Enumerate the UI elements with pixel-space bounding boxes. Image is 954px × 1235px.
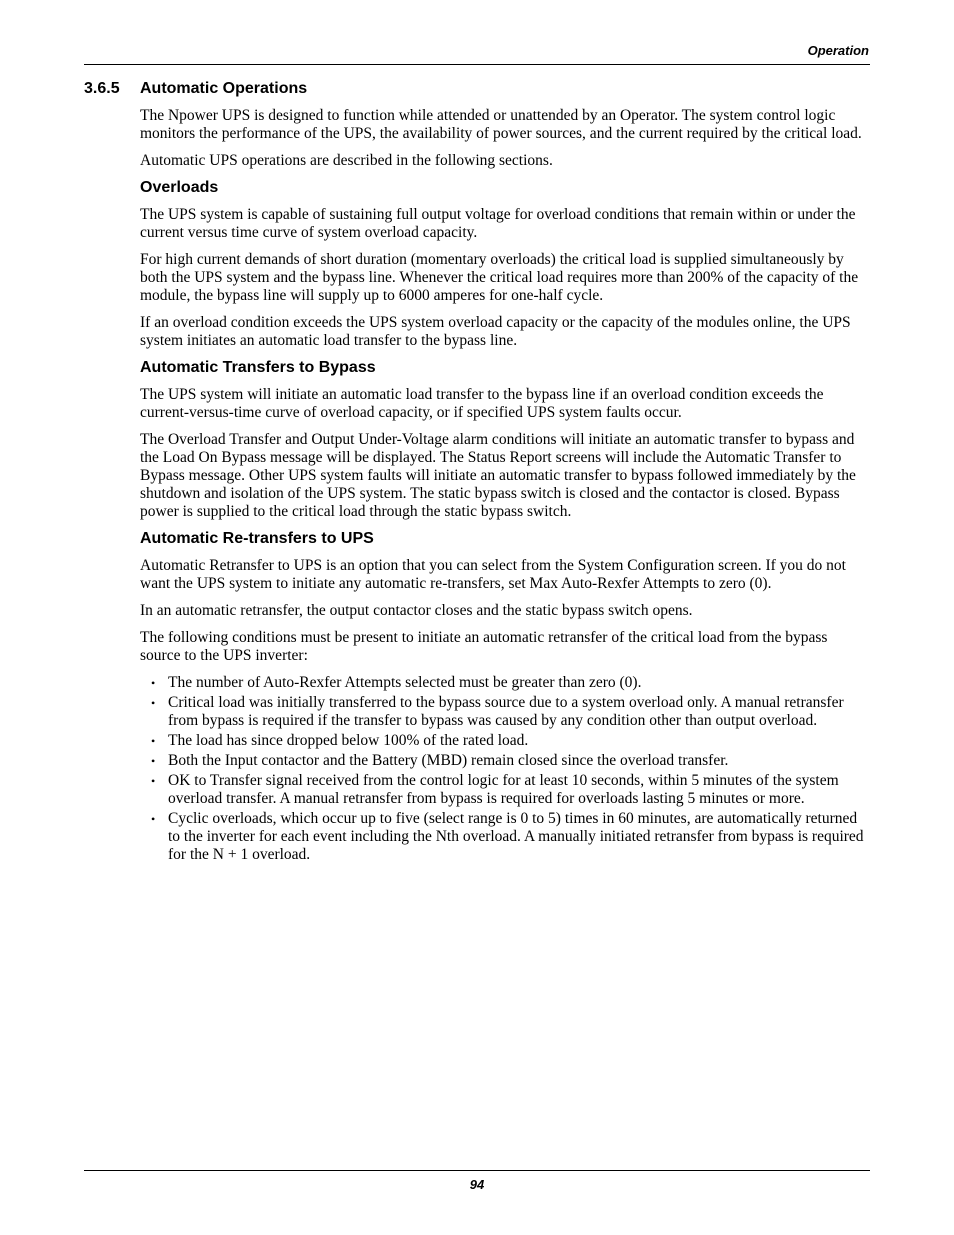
list-item-text: Cyclic overloads, which occur up to five (select range is 0 to 5) times in 60 minutes, are automatically returned to the inverter for each event including the Nth overload. A manually initiated retransfer from bypass is required for the N + 1 overload.: [168, 810, 864, 863]
header-rule: [84, 64, 870, 65]
page-content: [84, 80, 870, 866]
list-item: [140, 732, 870, 750]
list-item-text: Both the Input contactor and the Battery (MBD) remain closed since the overload transfer.: [168, 752, 729, 769]
page-number: 94: [469, 1177, 485, 1192]
list-item-text: The load has since dropped below 100% of the rated load.: [168, 732, 529, 749]
list-item: [140, 674, 870, 692]
list-item-text: OK to Transfer signal received from the control logic for at least 10 seconds, within 5 minutes of the system overload transfer. A manual retransfer from bypass is required for overloads lasting 5 minutes or more.: [168, 772, 839, 807]
list-item: [140, 752, 870, 770]
list-item: [140, 694, 870, 730]
list-item-text: Critical load was initially transferred to the bypass source due to a system overload only. A manual retransfer from bypass is required if the transfer to bypass was caused by any condition other than output overload.: [168, 694, 844, 729]
retransfers-paragraph: In an automatic retransfer, the output contactor closes and the static bypass switch opens.: [140, 602, 693, 619]
conditions-list: [140, 674, 870, 864]
overloads-paragraph: The UPS system is capable of sustaining full output voltage for overload conditions that remain within or under the current versus time curve of system overload capacity.: [140, 206, 856, 241]
intro-paragraph: Automatic UPS operations are described in the following sections.: [140, 152, 553, 169]
retransfers-paragraph: The following conditions must be present to initiate an automatic retransfer of the critical load from the bypass source to the UPS inverter:: [140, 629, 828, 664]
retransfers-paragraph: Automatic Retransfer to UPS is an option that you can select from the System Configuration screen. If you do not want the UPS system to initiate any automatic re-transfers, set Max Auto-Rexfer Attempts to zero (0).: [140, 557, 846, 592]
list-item-text: The number of Auto-Rexfer Attempts selected must be greater than zero (0).: [168, 674, 642, 691]
bullet-icon: •: [151, 774, 156, 788]
bullet-icon: •: [151, 812, 156, 826]
bullet-icon: •: [151, 754, 156, 768]
transfers-paragraph: The Overload Transfer and Output Under-Voltage alarm conditions will initiate an automatic transfer to bypass and the Load On Bypass message will be displayed. The Status Report screens will include the Automatic Transfer to Bypass message. Other UPS system faults will initiate an automatic transfer to bypass followed immediately by the shutdown and isolation of the UPS system. The static bypass switch is closed and the contactor is closed. Bypass power is supplied to the critical load through the static bypass switch.: [140, 431, 856, 520]
list-item: [140, 810, 870, 864]
intro-paragraph: The Npower UPS is designed to function while attended or unattended by an Operator. The system control logic monitors the performance of the UPS, the availability of power sources, and the current required by the critical load.: [140, 107, 862, 142]
bullet-icon: •: [151, 676, 156, 690]
overloads-paragraph: If an overload condition exceeds the UPS system overload capacity or the capacity of the modules online, the UPS system initiates an automatic load transfer to the bypass line.: [140, 314, 851, 349]
overloads-paragraph: For high current demands of short duration (momentary overloads) the critical load is supplied simultaneously by both the UPS system and the bypass line. Whenever the critical load requires more than 200% of the capacity of the module, the bypass line will supply up to 6000 amperes for one-half cycle.: [140, 251, 859, 304]
section-heading: [84, 80, 870, 98]
transfers-heading: Automatic Transfers to Bypass: [140, 359, 376, 376]
running-header-title: Operation: [807, 43, 869, 58]
transfers-paragraph: The UPS system will initiate an automatic load transfer to the bypass line if an overload condition exceeds the current-versus-time curve of overload capacity, or if specified UPS system faults occur.: [140, 386, 824, 421]
retransfers-heading: Automatic Re-transfers to UPS: [140, 530, 374, 547]
section-title: Automatic Operations: [140, 80, 308, 97]
overloads-heading: Overloads: [140, 179, 219, 196]
footer-rule: [84, 1170, 870, 1171]
section-number: 3.6.5: [84, 80, 120, 97]
bullet-icon: •: [151, 734, 156, 748]
bullet-icon: •: [151, 696, 156, 710]
list-item: [140, 772, 870, 808]
